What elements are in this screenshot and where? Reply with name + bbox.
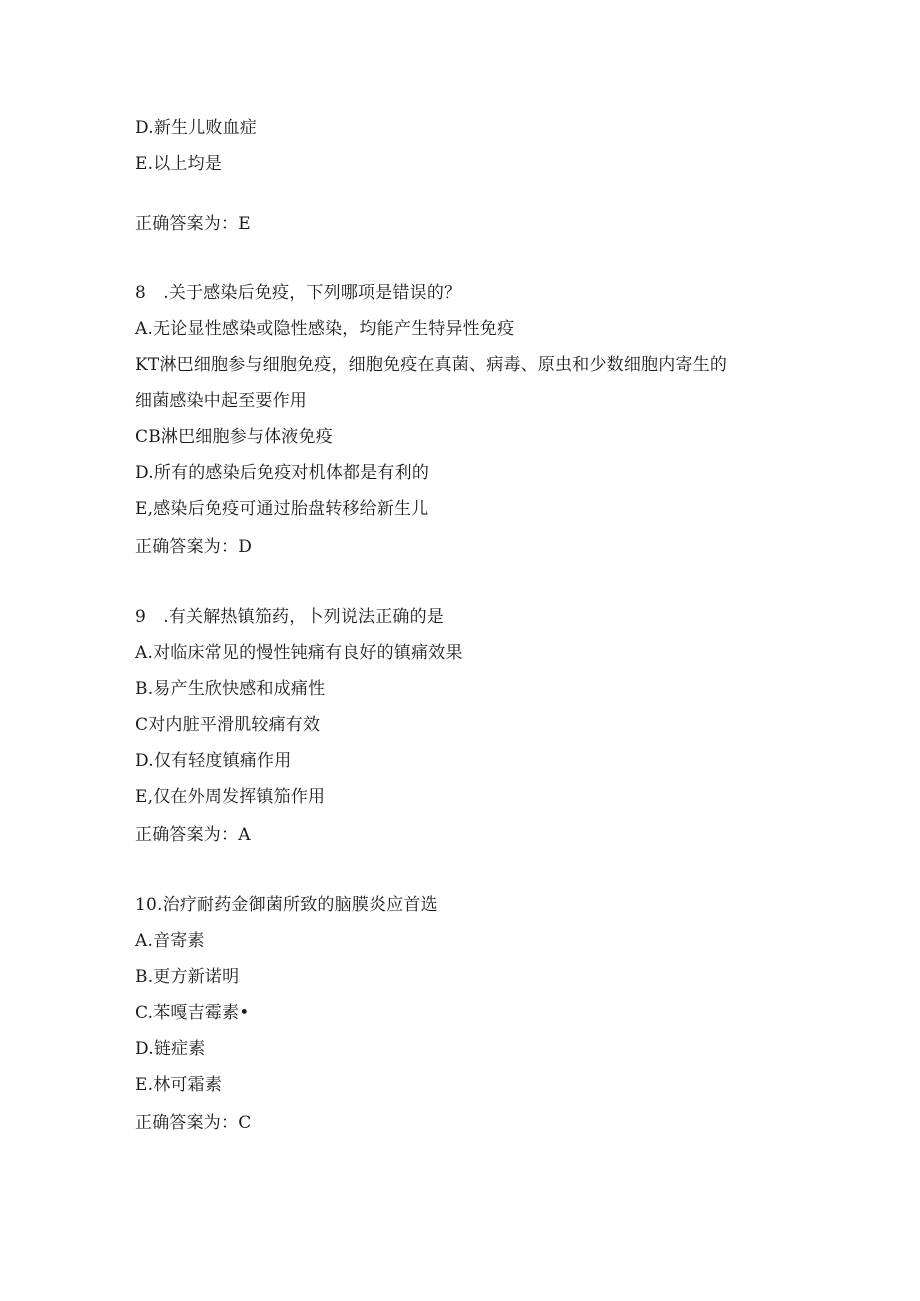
- question-10-option-b: B.更方新诺明: [135, 967, 240, 987]
- question-8-option-b-continued: 细菌感染中起至要作用: [135, 391, 307, 411]
- question-10-option-c: C.苯嘎吉霉素•: [135, 1003, 250, 1023]
- question-8-option-a: A.无论显性感染或隐性感染，均能产生特异性免疫: [135, 319, 515, 339]
- question-8-option-b: KT淋巴细胞参与细胞免疫，细胞免疫在真菌、病毒、原虫和少数细胞内寄生的: [135, 355, 728, 375]
- question-10-answer: 正确答案为：C: [135, 1113, 252, 1133]
- question-8-option-c: CB淋巴细胞参与体液免疫: [135, 427, 333, 447]
- question-9-option-d: D.仅有轻度镇痛作用: [135, 751, 292, 771]
- question-10-option-e: E.林可霜素: [135, 1075, 223, 1095]
- question-9-option-e: E,仅在外周发挥镇笳作用: [135, 787, 326, 807]
- option-d-prev: D.新生儿败血症: [135, 118, 258, 138]
- question-8-stem: 8 .关于感染后免疫，下列哪项是错误的？: [135, 283, 462, 303]
- question-9-option-b: B.易产生欣快感和成痛性: [135, 679, 326, 699]
- question-9-answer: 正确答案为：A: [135, 825, 251, 845]
- question-9-option-a: A.对临床常见的慢性钝痛有良好的镇痛效果: [135, 643, 463, 663]
- option-e-prev: E.以上均是: [135, 154, 223, 174]
- question-8-option-e: E,感染后免疫可通过胎盘转移给新生儿: [135, 499, 429, 519]
- answer-prev: 正确答案为：E: [135, 214, 251, 234]
- question-8-answer: 正确答案为：D: [135, 537, 253, 557]
- question-10-option-a: A.音寄素: [135, 931, 205, 951]
- question-8-option-d: D.所有的感染后免疫对机体都是有利的: [135, 463, 430, 483]
- question-10-option-d: D.链症素: [135, 1039, 206, 1059]
- question-9-option-c: C对内脏平滑肌较痛有效: [135, 715, 321, 735]
- question-10-stem: 10.治疗耐药金御菌所致的脑膜炎应首选: [135, 895, 438, 915]
- question-9-stem: 9 .有关解热镇笳药，卜列说法正确的是: [135, 607, 445, 627]
